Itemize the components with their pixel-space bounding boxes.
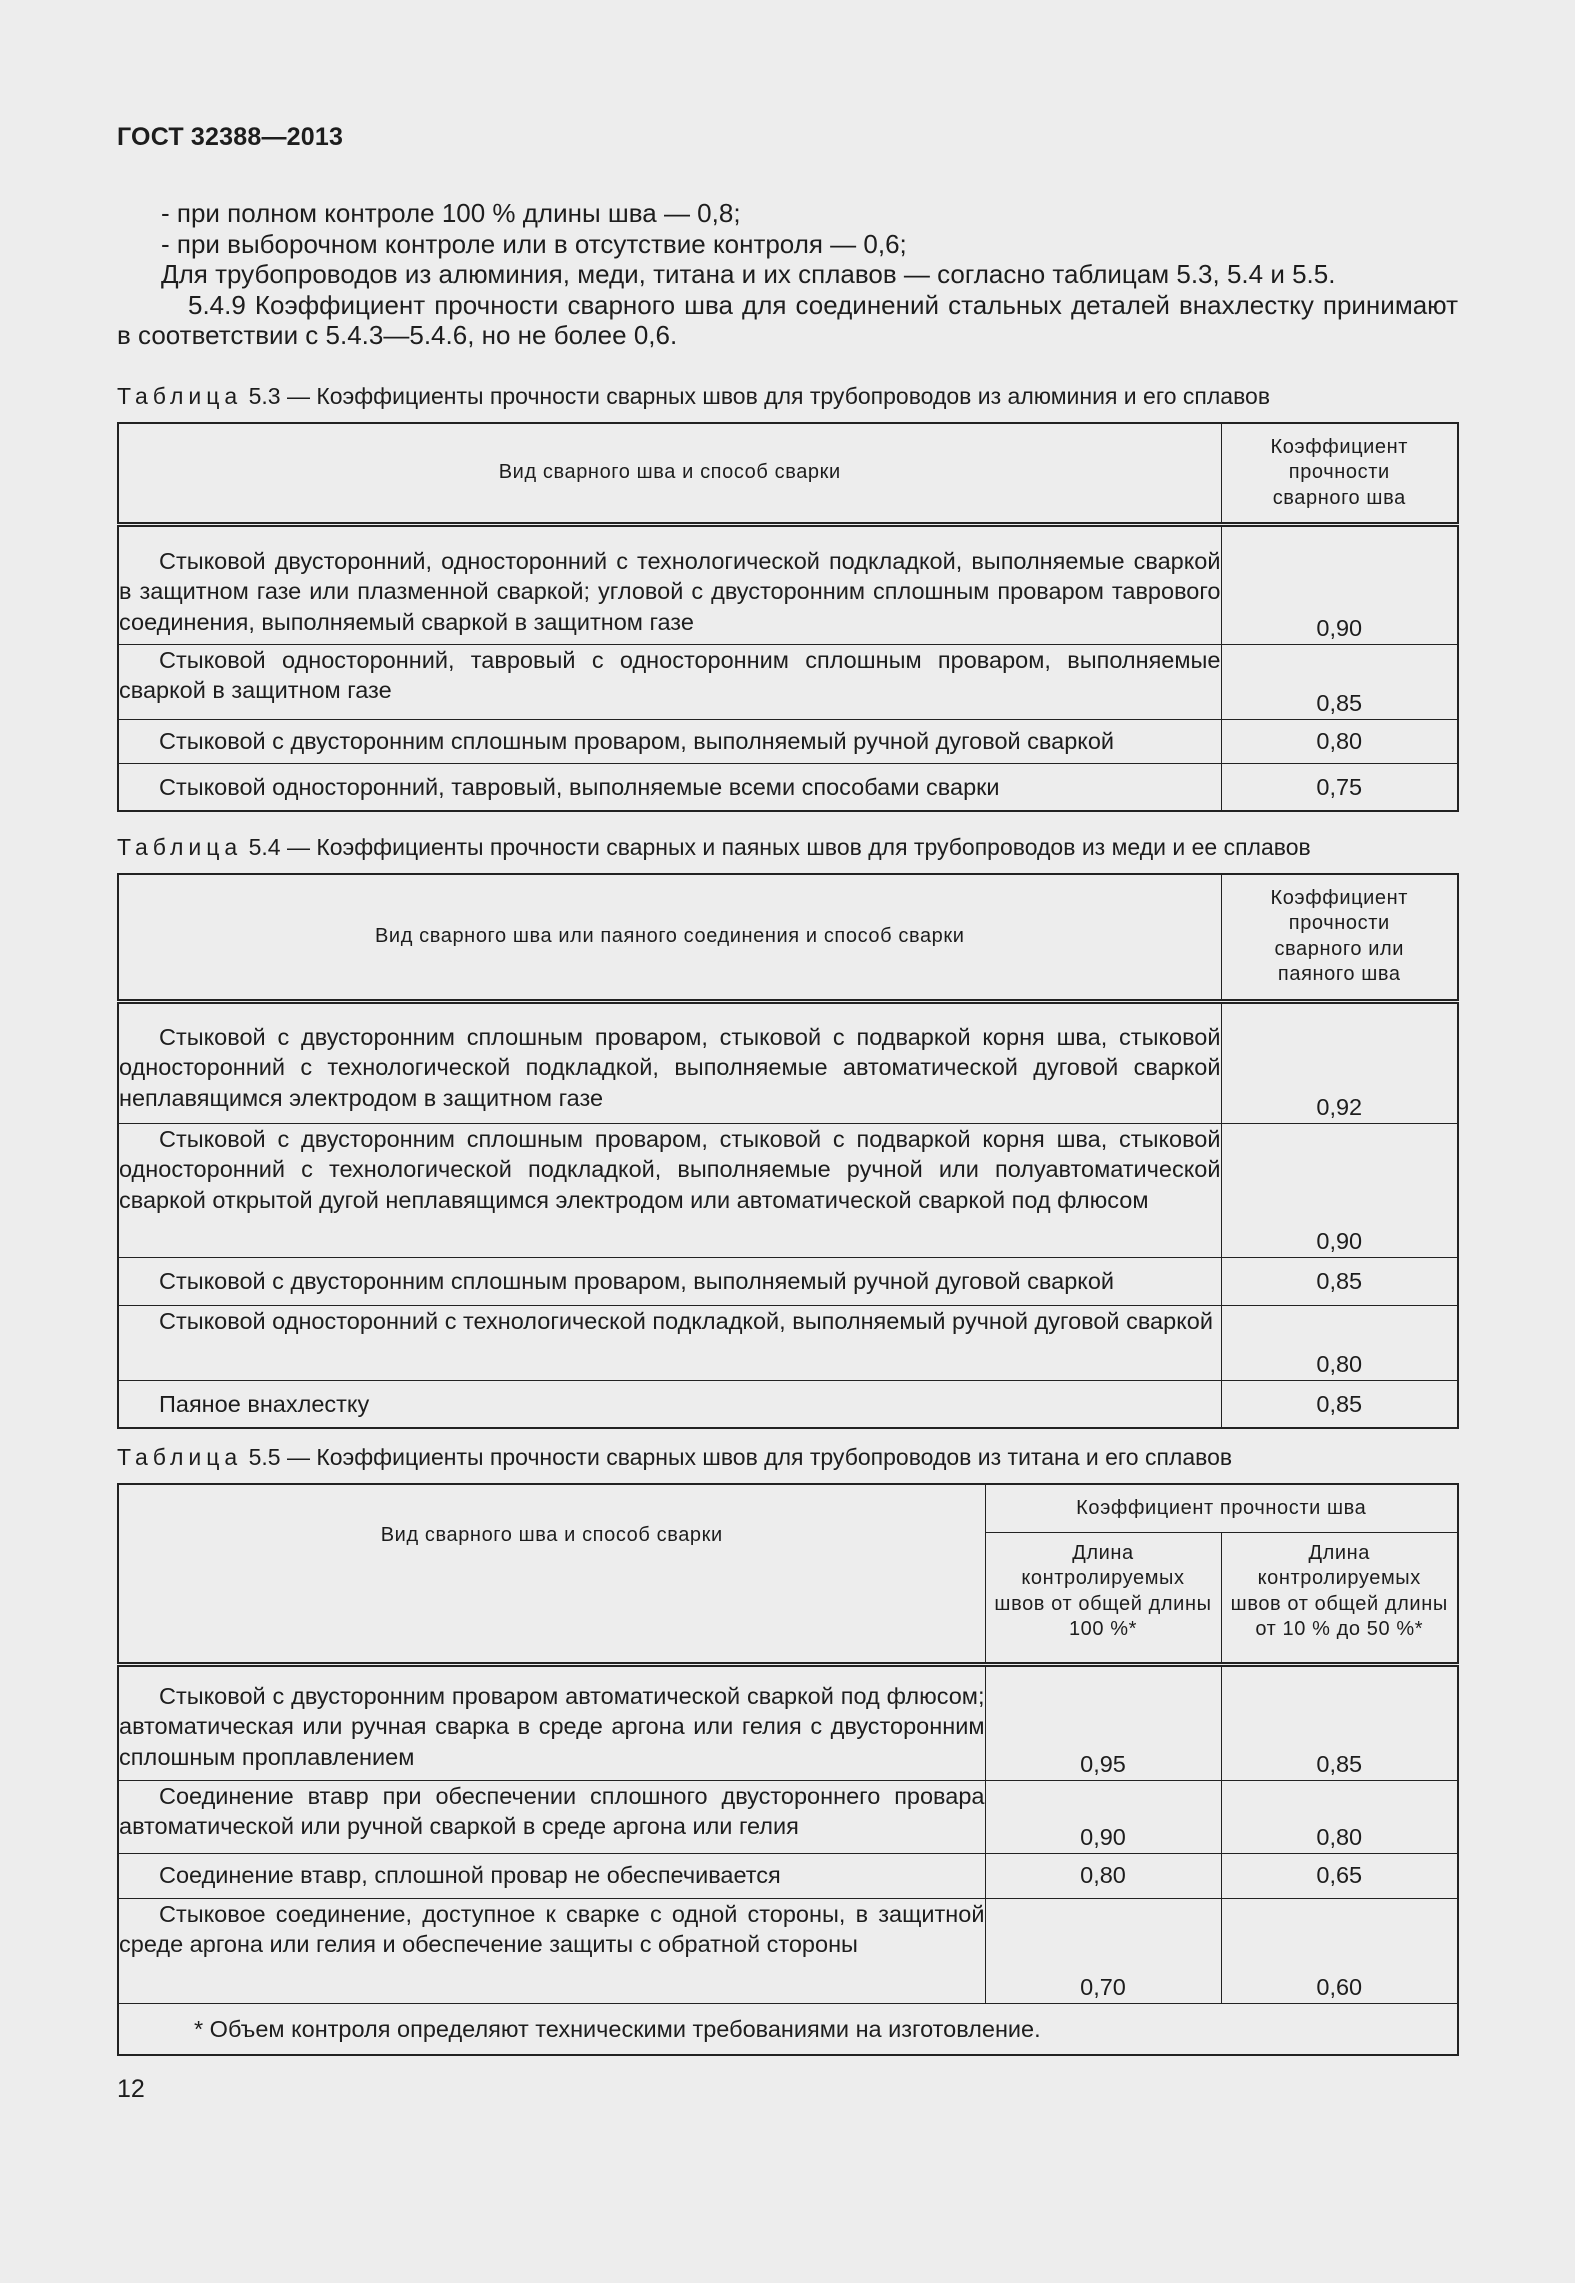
table-footnote: * Объем контроля определяют техническими требованиями на изготовление. — [118, 2003, 1458, 2055]
row-desc: Стыковой односторонний, тавровый, выполняемые всеми способами сварки — [159, 773, 1000, 800]
table-5-5-caption — [117, 1444, 1232, 1471]
table-row — [118, 1257, 1458, 1305]
table-row — [118, 1123, 1458, 1257]
row-value-b: 0,60 — [1221, 1898, 1458, 2003]
row-desc: Паяное внахлестку — [159, 1390, 370, 1417]
column-header-coef: Коэффициент прочности сварного шва — [1221, 423, 1458, 524]
column-header-coef: Коэффициент прочности сварного или паяного шва — [1221, 874, 1458, 1001]
table-row — [118, 1898, 1458, 2003]
intro-text — [117, 198, 1458, 351]
column-header-desc: Вид сварного шва или паяного соединения и способ сварки — [118, 874, 1221, 1001]
table-caption-text: 5.3 — Коэффициенты прочности сварных швов для трубопроводов из алюминия и его сплавов — [248, 383, 1271, 409]
row-desc: Стыковой односторонний, тавровый с односторонним сплошным проваром, выполняемые сваркой в защитном газе — [119, 646, 1221, 703]
row-value: 0,90 — [1221, 1123, 1458, 1257]
table-caption-text: 5.4 — Коэффициенты прочности сварных и паяных швов для трубопроводов из меди и ее сплавов — [248, 834, 1311, 860]
column-header-desc: Вид сварного шва и способ сварки — [118, 1484, 985, 1664]
clause-5-4-9: 5.4.9 Коэффициент прочности сварного шва для соединений стальных деталей внахлестку принимают в соответствии с 5.4.3—5.4.6, но не более 0,6. — [117, 289, 1458, 351]
table-row — [118, 1305, 1458, 1380]
column-header-a: Длина контролируемых швов от общей длины 100 %* — [985, 1532, 1221, 1664]
table-row — [118, 1853, 1458, 1898]
document-code: ГОСТ 32388—2013 — [117, 123, 344, 151]
row-value-a: 0,80 — [985, 1853, 1221, 1898]
column-header-desc: Вид сварного шва и способ сварки — [118, 423, 1221, 524]
table-row — [118, 1780, 1458, 1853]
row-value: 0,85 — [1221, 1257, 1458, 1305]
table-row — [118, 644, 1458, 719]
table-5-5 — [117, 1483, 1459, 2056]
row-value: 0,80 — [1221, 719, 1458, 763]
column-header-group: Коэффициент прочности шва — [985, 1484, 1458, 1532]
intro-line: - при выборочном контроле или в отсутствие контроля — 0,6; — [161, 228, 907, 259]
row-desc: Стыковой с двусторонним сплошным проваром, стыковой с подваркой корня шва, стыковой односторонний с технологической подкладкой, выполняемые ручной или полуавтоматической сваркой открытой дугой неплавящимся электродом или автоматической сваркой под флюсом — [119, 1125, 1221, 1213]
table-caption-text: 5.5 — Коэффициенты прочности сварных швов для трубопроводов из титана и его сплавов — [248, 1444, 1233, 1470]
row-desc: Стыковой односторонний с технологической подкладкой, выполняемый ручной дуговой сваркой — [159, 1307, 1213, 1334]
table-5-3 — [117, 422, 1459, 812]
row-desc: Стыковой с двусторонним сплошным проваром, выполняемый ручной дуговой сваркой — [159, 727, 1115, 754]
row-desc: Стыковой с двусторонним проваром автоматической сваркой под флюсом; автоматическая или ручная сварка в среде аргона или гелия с двусторонним сплошным проплавлением — [119, 1682, 985, 1770]
table-row — [118, 1380, 1458, 1428]
row-value-a: 0,95 — [985, 1664, 1221, 1780]
row-value: 0,85 — [1221, 1380, 1458, 1428]
row-value: 0,92 — [1221, 1001, 1458, 1123]
intro-line: - при полном контроле 100 % длины шва — 0,8; — [161, 198, 741, 228]
table-5-3-caption — [117, 383, 1270, 410]
page-number: 12 — [117, 2075, 145, 2103]
table-5-4-caption — [117, 834, 1311, 861]
table-label: Таблица — [117, 383, 243, 409]
table-row — [118, 719, 1458, 763]
row-value: 0,80 — [1221, 1305, 1458, 1380]
table-row — [118, 1001, 1458, 1123]
table-row — [118, 763, 1458, 811]
row-desc: Соединение втавр, сплошной провар не обеспечивается — [159, 1862, 781, 1889]
intro-line: Для трубопроводов из алюминия, меди, титана и их сплавов — согласно таблицам 5.3, 5.4 и 5.5. — [161, 259, 1336, 290]
table-label: Таблица — [117, 1444, 243, 1470]
row-desc: Стыковой двусторонний, односторонний с технологической подкладкой, выполняемые сваркой в защитном газе или плазменной сваркой; угловой с двусторонним сплошным проваром таврового соединения, выполняемый сваркой в защитном газе — [119, 547, 1221, 635]
row-value-b: 0,80 — [1221, 1780, 1458, 1853]
row-value: 0,90 — [1221, 524, 1458, 644]
row-desc: Соединение втавр при обеспечении сплошного двустороннего провара автоматической или ручной сваркой в среде аргона или гелия — [119, 1782, 985, 1839]
row-value-b: 0,65 — [1221, 1853, 1458, 1898]
row-value-a: 0,70 — [985, 1898, 1221, 2003]
row-value: 0,85 — [1221, 644, 1458, 719]
table-label: Таблица — [117, 834, 243, 860]
row-desc: Стыковой с двусторонним сплошным проваром, выполняемый ручной дуговой сваркой — [159, 1267, 1115, 1294]
column-header-b: Длина контролируемых швов от общей длины от 10 % до 50 %* — [1221, 1532, 1458, 1664]
row-value: 0,75 — [1221, 763, 1458, 811]
row-desc: Стыковой с двусторонним сплошным проваром, стыковой с подваркой корня шва, стыковой односторонний с технологической подкладкой, выполняемые автоматической дуговой сваркой неплавящимся электродом в защитном газе — [119, 1023, 1221, 1111]
table-row — [118, 524, 1458, 644]
row-desc: Стыковое соединение, доступное к сварке с одной стороны, в защитной среде аргона или гелия и обеспечение защиты с обратной стороны — [119, 1900, 985, 1957]
table-row — [118, 1664, 1458, 1780]
table-5-4 — [117, 873, 1459, 1429]
row-value-a: 0,90 — [985, 1780, 1221, 1853]
row-value-b: 0,85 — [1221, 1664, 1458, 1780]
